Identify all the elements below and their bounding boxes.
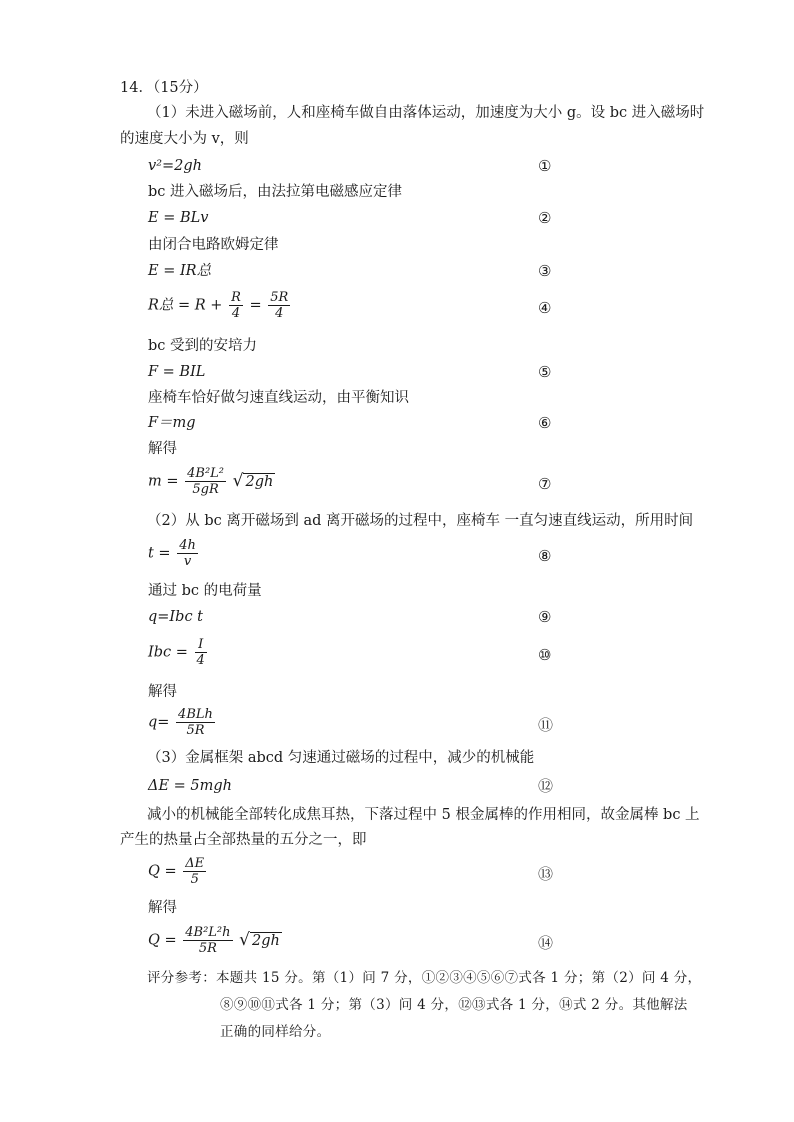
eq4-f1-den: 4 — [231, 306, 241, 321]
equation-13 — [148, 856, 208, 887]
eq13-fraction — [183, 856, 206, 887]
eq-number-6: ⑥ — [538, 414, 552, 432]
eq11-left: q= — [148, 714, 170, 731]
eq-number-10: ⑩ — [538, 646, 552, 664]
eq14-num: 4B²L²h — [185, 925, 231, 940]
text-balance: 座椅车恰好做匀速直线运动，由平衡知识 — [148, 390, 409, 406]
eq8-left: t = — [148, 545, 171, 562]
eq-number-11: ⑪ — [538, 716, 554, 734]
eq14-sqrt — [239, 930, 282, 951]
eq4-fraction-1 — [229, 290, 243, 321]
eq11-num: 4BLh — [178, 707, 213, 722]
eq-number-14: ⑭ — [538, 934, 554, 952]
eq-number-3: ③ — [538, 262, 552, 280]
eq10-left: Ibc = — [148, 644, 188, 661]
eq10-fraction — [195, 637, 207, 668]
grading-line1: 评分参考：本题共 15 分。第（1）问 7 分，①②③④⑤⑥⑦式各 1 分；第（2）问 4 分， — [147, 970, 702, 986]
eq13-den: 5 — [190, 872, 199, 887]
equation-14 — [148, 925, 282, 956]
eq11-den: 5R — [186, 723, 205, 738]
equation-2: E = BLv — [148, 210, 209, 226]
equation-12: ΔE = 5mgh — [148, 778, 233, 794]
eq-number-2: ② — [538, 209, 552, 227]
equation-6: F＝mg — [148, 415, 196, 431]
eq10-num: I — [195, 637, 207, 653]
eq-number-12: ⑫ — [538, 777, 554, 795]
eq4-f2-den: 4 — [275, 306, 284, 321]
eq4-fraction-2 — [268, 290, 290, 321]
eq14-den: 5R — [198, 941, 217, 956]
part1-intro-line1: （1）未进入磁场前，人和座椅车做自由落体运动，加速度为大小 g。设 bc 进入磁场时 — [147, 105, 705, 121]
equation-8 — [148, 538, 200, 569]
eq-number-5: ⑤ — [538, 363, 552, 381]
text-solve-2: 解得 — [148, 684, 177, 700]
grading-line3: 正确的同样给分。 — [220, 1024, 331, 1040]
eq7-den: 5gR — [192, 482, 219, 497]
equation-9: q=Ibc t — [148, 609, 203, 625]
sqrt-icon: √ — [239, 930, 250, 950]
text-solve-3: 解得 — [148, 900, 177, 916]
eq7-num: 4B²L² — [187, 466, 225, 481]
equation-1: v²=2gh — [148, 158, 202, 174]
text-solve-1: 解得 — [148, 441, 177, 457]
text-heat-line1: 减小的机械能全部转化成焦耳热，下落过程中 5 根金属棒的作用相同，故金属棒 bc 上 — [147, 807, 700, 823]
eq13-num: ΔE — [185, 856, 205, 871]
text-heat-line2: 产生的热量占全部热量的五分之一，即 — [120, 832, 367, 848]
text-faraday: bc 进入磁场后，由法拉第电磁感应定律 — [148, 184, 403, 200]
text-charge: 通过 bc 的电荷量 — [148, 583, 262, 599]
grading-line2: ⑧⑨⑩⑪式各 1 分；第（3）问 4 分，⑫⑬式各 1 分，⑭式 2 分。其他解法 — [220, 997, 688, 1013]
eq-number-13: ⑬ — [538, 865, 554, 883]
eq4-f1-num: R — [231, 290, 241, 305]
part3-intro: （3）金属框架 abcd 匀速通过磁场的过程中，减少的机械能 — [147, 750, 535, 766]
part1-intro-line2: 的速度大小为 v，则 — [120, 131, 249, 147]
eq4-f2-num: 5R — [270, 290, 289, 305]
eq-number-4: ④ — [538, 299, 552, 317]
question-title: 14．（15分） — [120, 80, 208, 96]
eq7-sqrt — [233, 471, 276, 492]
eq-number-9: ⑨ — [538, 608, 552, 626]
equation-4 — [148, 290, 292, 321]
eq8-num: 4h — [179, 538, 196, 553]
eq7-fraction — [185, 466, 226, 497]
eq-number-8: ⑧ — [538, 547, 552, 565]
eq11-fraction — [176, 707, 215, 738]
equation-10 — [148, 637, 209, 668]
equation-5: F = BIL — [148, 364, 206, 380]
text-ampere: bc 受到的安培力 — [148, 338, 258, 354]
eq8-fraction — [177, 538, 198, 569]
eq-number-1: ① — [538, 157, 552, 175]
eq14-radicand: 2gh — [251, 933, 280, 949]
eq8-den: v — [183, 554, 192, 569]
sqrt-icon: √ — [232, 471, 244, 491]
eq10-den: 4 — [196, 653, 205, 668]
eq14-left: Q = — [148, 932, 177, 949]
equation-7 — [148, 466, 275, 497]
part2-intro: （2）从 bc 离开磁场到 ad 离开磁场的过程中，座椅车 一直匀速直线运动，所用时间 — [147, 513, 694, 529]
text-ohm: 由闭合电路欧姆定律 — [148, 237, 279, 253]
eq13-left: Q = — [148, 863, 177, 880]
eq4-left: R总 = R + — [148, 297, 223, 314]
eq-number-7: ⑦ — [538, 475, 552, 493]
eq7-radicand: 2gh — [245, 474, 274, 490]
equation-11 — [148, 707, 217, 738]
eq14-fraction — [183, 925, 232, 956]
eq4-equals: = — [249, 297, 262, 314]
equation-3: E = IR总 — [148, 263, 212, 279]
eq7-left: m = — [148, 473, 179, 490]
